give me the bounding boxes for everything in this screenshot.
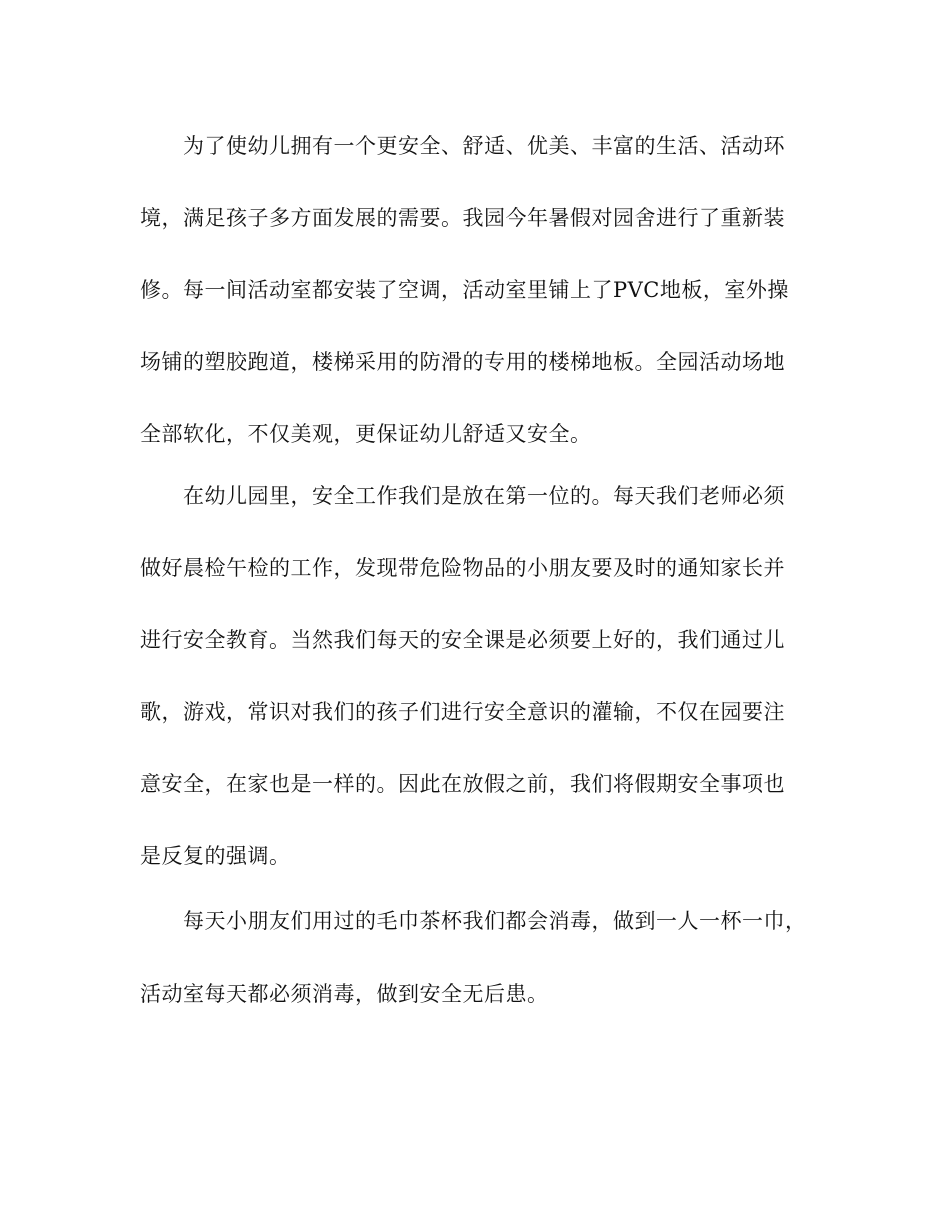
- paragraph-line: 是反复的强调。: [140, 844, 291, 868]
- paragraph-line: 在幼儿园里，安全工作我们是放在第一位的。每天我们老师必须: [183, 484, 785, 508]
- paragraph-line: 为了使幼儿拥有一个更安全、舒适、优美、丰富的生活、活动环: [183, 134, 785, 158]
- paragraph-line: 活动室每天都必须消毒，做到安全无后患。: [140, 982, 549, 1006]
- paragraph-line: 进行安全教育。当然我们每天的安全课是必须要上好的，我们通过儿: [140, 628, 785, 652]
- paragraph-line: 场铺的塑胶跑道，楼梯采用的防滑的专用的楼梯地板。全园活动场地: [140, 350, 785, 374]
- paragraph-line: 境，满足孩子多方面发展的需要。我园今年暑假对园舍进行了重新装: [140, 206, 785, 230]
- paragraph-line: 全部软化，不仅美观，更保证幼儿舒适又安全。: [140, 422, 592, 446]
- paragraph-line: 意安全，在家也是一样的。因此在放假之前，我们将假期安全事项也: [140, 772, 785, 796]
- paragraph-line: 做好晨检午检的工作，发现带危险物品的小朋友要及时的通知家长并: [140, 556, 785, 580]
- paragraph-line: 歌，游戏，常识对我们的孩子们进行安全意识的灌输，不仅在园要注: [140, 700, 785, 724]
- paragraph-line: 修。每一间活动室都安装了空调，活动室里铺上了PVC地板，室外操: [140, 278, 789, 302]
- paragraph-line: 每天小朋友们用过的毛巾茶杯我们都会消毒，做到一人一杯一巾，: [183, 909, 807, 933]
